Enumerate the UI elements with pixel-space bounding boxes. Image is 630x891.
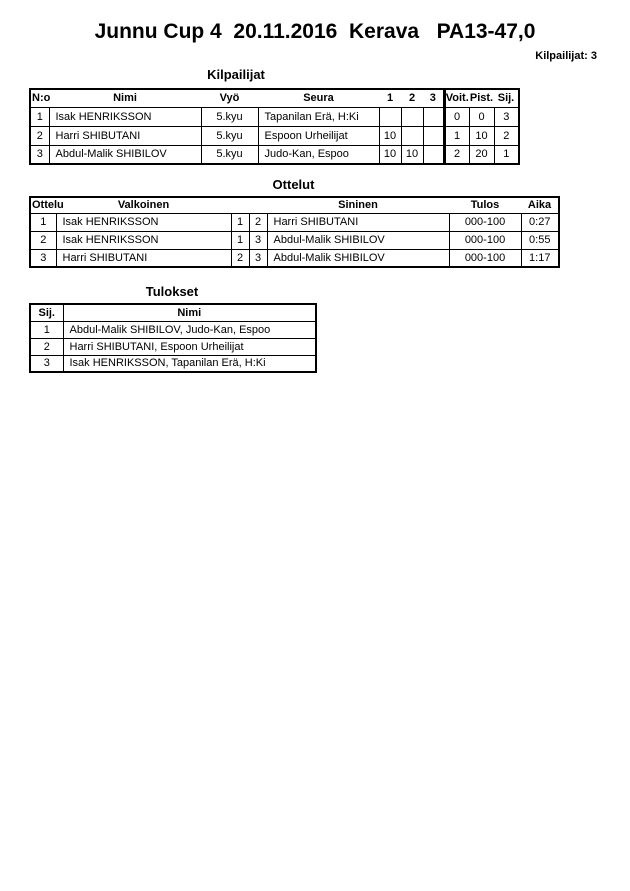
cell-round2 xyxy=(401,107,423,126)
matches-header-row xyxy=(30,197,559,213)
cell-club: Tapanilan Erä, H:Ki xyxy=(258,107,379,126)
cell-name-club: Abdul-Malik SHIBILOV, Judo-Kan, Espoo xyxy=(63,321,316,338)
competitor-row xyxy=(30,126,519,145)
cell-blue-name: Abdul-Malik SHIBILOV xyxy=(267,249,449,267)
cell-place: 1 xyxy=(30,321,63,338)
cell-match-number: 2 xyxy=(30,231,56,249)
col-header-tulos: Tulos xyxy=(449,197,521,213)
matches-table xyxy=(29,196,560,268)
result-row xyxy=(30,355,316,372)
col-header-white-no xyxy=(231,197,249,213)
col-header-sij: Sij. xyxy=(30,304,63,321)
cell-time: 0:55 xyxy=(521,231,559,249)
col-header-round3: 3 xyxy=(423,89,444,107)
cell-name: Isak HENRIKSSON xyxy=(49,107,201,126)
results-heading: Tulokset xyxy=(145,284,199,299)
col-header-sij: Sij. xyxy=(494,89,519,107)
col-header-nimi: Nimi xyxy=(49,89,201,107)
cell-round1: 10 xyxy=(379,126,401,145)
cell-number: 2 xyxy=(30,126,49,145)
cell-name-club: Harri SHIBUTANI, Espoon Urheilijat xyxy=(63,338,316,355)
cell-white-number: 1 xyxy=(231,231,249,249)
col-header-round1: 1 xyxy=(379,89,401,107)
cell-place: 2 xyxy=(494,126,519,145)
col-header-blue-no xyxy=(249,197,267,213)
cell-result: 000-100 xyxy=(449,213,521,231)
cell-place: 1 xyxy=(494,145,519,164)
col-header-seura: Seura xyxy=(258,89,379,107)
cell-match-number: 1 xyxy=(30,213,56,231)
cell-round1: 10 xyxy=(379,145,401,164)
cell-white-name: Harri SHIBUTANI xyxy=(56,249,231,267)
cell-result: 000-100 xyxy=(449,231,521,249)
col-header-valkoinen: Valkoinen xyxy=(56,197,231,213)
col-header-round2: 2 xyxy=(401,89,423,107)
cell-name-club: Isak HENRIKSSON, Tapanilan Erä, H:Ki xyxy=(63,355,316,372)
cell-round2 xyxy=(401,126,423,145)
page-title: Junnu Cup 4 20.11.2016 Kerava PA13-47,0 xyxy=(94,20,536,43)
cell-white-name: Isak HENRIKSSON xyxy=(56,231,231,249)
col-header-aika: Aika xyxy=(521,197,559,213)
cell-belt: 5.kyu xyxy=(201,126,258,145)
cell-match-number: 3 xyxy=(30,249,56,267)
competitors-header-row xyxy=(30,89,519,107)
cell-club: Judo-Kan, Espoo xyxy=(258,145,379,164)
cell-result: 000-100 xyxy=(449,249,521,267)
cell-points: 20 xyxy=(469,145,494,164)
cell-white-number: 2 xyxy=(231,249,249,267)
cell-wins: 0 xyxy=(444,107,469,126)
col-header-vyo: Vyö xyxy=(201,89,258,107)
competitor-row xyxy=(30,107,519,126)
col-header-no: N:o xyxy=(30,89,49,107)
cell-round1 xyxy=(379,107,401,126)
result-row xyxy=(30,338,316,355)
match-row xyxy=(30,231,559,249)
cell-white-name: Isak HENRIKSSON xyxy=(56,213,231,231)
result-row xyxy=(30,321,316,338)
cell-round2: 10 xyxy=(401,145,423,164)
competitors-table xyxy=(29,88,520,165)
cell-place: 3 xyxy=(30,355,63,372)
cell-blue-number: 2 xyxy=(249,213,267,231)
col-header-pist: Pist. xyxy=(469,89,494,107)
cell-round3 xyxy=(423,107,444,126)
competitors-heading: Kilpailijat xyxy=(207,67,265,82)
matches-heading: Ottelut xyxy=(272,177,315,192)
competitor-count: Kilpailijat: 3 xyxy=(535,50,597,62)
cell-white-number: 1 xyxy=(231,213,249,231)
col-header-sininen: Sininen xyxy=(267,197,449,213)
cell-round3 xyxy=(423,126,444,145)
cell-name: Harri SHIBUTANI xyxy=(49,126,201,145)
cell-points: 0 xyxy=(469,107,494,126)
col-header-nimi: Nimi xyxy=(63,304,316,321)
cell-time: 1:17 xyxy=(521,249,559,267)
cell-wins: 1 xyxy=(444,126,469,145)
col-header-voit: Voit. xyxy=(444,89,469,107)
cell-number: 1 xyxy=(30,107,49,126)
cell-wins: 2 xyxy=(444,145,469,164)
cell-blue-name: Abdul-Malik SHIBILOV xyxy=(267,231,449,249)
results-table xyxy=(29,303,317,373)
cell-place: 2 xyxy=(30,338,63,355)
cell-belt: 5.kyu xyxy=(201,145,258,164)
cell-points: 10 xyxy=(469,126,494,145)
cell-round3 xyxy=(423,145,444,164)
cell-time: 0:27 xyxy=(521,213,559,231)
results-header-row xyxy=(30,304,316,321)
cell-blue-name: Harri SHIBUTANI xyxy=(267,213,449,231)
cell-blue-number: 3 xyxy=(249,249,267,267)
cell-name: Abdul-Malik SHIBILOV xyxy=(49,145,201,164)
cell-number: 3 xyxy=(30,145,49,164)
match-row xyxy=(30,213,559,231)
match-row xyxy=(30,249,559,267)
cell-belt: 5.kyu xyxy=(201,107,258,126)
cell-place: 3 xyxy=(494,107,519,126)
cell-club: Espoon Urheilijat xyxy=(258,126,379,145)
competitor-row xyxy=(30,145,519,164)
col-header-ottelu: Ottelu xyxy=(30,197,56,213)
cell-blue-number: 3 xyxy=(249,231,267,249)
